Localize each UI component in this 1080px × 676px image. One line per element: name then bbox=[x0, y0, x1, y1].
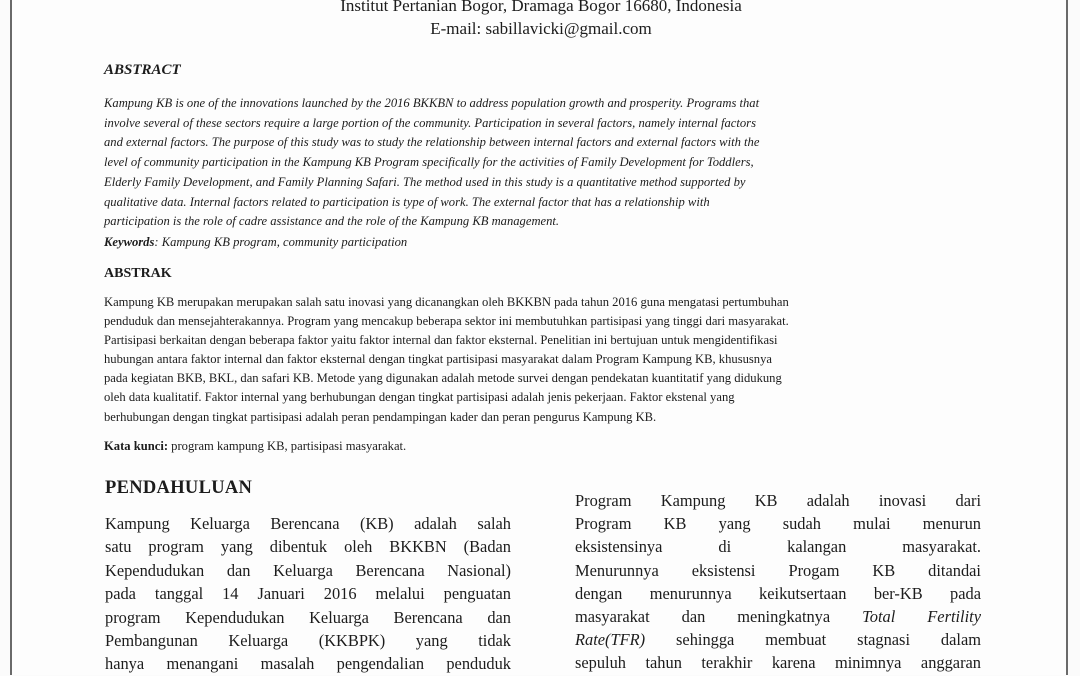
abstrak-line: pada kegiatan BKB, BKL, dan safari KB. Metode yang digunakan adalah metode survei dengan pendekatan kuantitatif yang didukung bbox=[104, 371, 782, 386]
left-column-line: satu program yang dibentuk oleh BKKBN (Badan bbox=[105, 537, 511, 557]
left-column-line: Pembangunan Keluarga (KKBPK) yang tidak bbox=[105, 631, 511, 651]
right-column-line: eksistensinya di kalangan masyarakat. bbox=[575, 537, 981, 557]
right-column-text: masyarakat dan meningkatnya bbox=[575, 607, 863, 627]
abstrak-line: Partisipasi berkaitan dengan beberapa faktor yaitu faktor internal dan faktor eksternal. Penelitian ini bertujuan untuk mengidentifikasi bbox=[104, 333, 778, 348]
right-column-line: Menurunnya eksistensi Progam KB ditandai bbox=[575, 560, 981, 580]
abstrak-body bbox=[104, 293, 980, 427]
abstrak-line: berhubungan dengan tingkat partisipasi adalah peran pendampingan kader dan peran pengurus Kampung KB. bbox=[104, 409, 657, 424]
abstract-line: participation is the role of cadre assistance and the role of the Kampung KB management. bbox=[104, 214, 560, 229]
left-column-line: program Kependudukan Keluarga Berencana dan bbox=[105, 607, 511, 627]
abstract-line: and external factors. The purpose of this study was to study the relationship between internal factors and external factors with the bbox=[104, 135, 760, 150]
right-column-line: sepuluh tahun terakhir karena minimnya anggaran bbox=[575, 653, 981, 673]
kata-kunci-text: program kampung KB, partisipasi masyarakat. bbox=[168, 439, 407, 453]
right-column-line: Program Kampung KB adalah inovasi dari bbox=[575, 491, 981, 510]
kata-kunci-label: Kata kunci: bbox=[104, 439, 169, 453]
right-column-line: dengan menurunnya keikutsertaan ber-KB pada bbox=[575, 583, 981, 603]
abstract-line: involve several of these sectors require a large portion of the community. Participation in several factors, namely internal factors bbox=[104, 115, 756, 130]
abstract-body bbox=[104, 94, 956, 232]
right-column bbox=[575, 489, 981, 675]
abstract-keywords bbox=[104, 235, 407, 250]
left-column-line: Kependudukan dan Keluarga Berencana Nasional) bbox=[105, 560, 511, 580]
right-column-line bbox=[575, 605, 981, 628]
abstrak-keywords bbox=[104, 439, 406, 454]
left-column-line: Kampung Keluarga Berencana (KB) adalah salah bbox=[105, 514, 511, 533]
italic-term: Rate(TFR) bbox=[575, 630, 646, 650]
right-column-text: sehingga membuat stagnasi dalam bbox=[645, 630, 981, 650]
italic-term: Total Fertility bbox=[862, 607, 981, 627]
keywords-label: Keywords bbox=[104, 235, 155, 249]
paper-page bbox=[10, 0, 1068, 675]
abstrak-line: Kampung KB merupakan merupakan salah satu inovasi yang dicanangkan oleh BKKBN pada tahun 2016 guna mengatasi pertumbuhan bbox=[104, 295, 789, 309]
abstrak-line: oleh data kualitatif. Faktor internal yang berhubungan dengan tingkat partisipasi adalah jenis pekerjaan. Faktor ekstenal yang bbox=[104, 390, 735, 405]
author-email: E-mail: sabillavicki@gmail.com bbox=[430, 19, 652, 38]
abstract-line: Elderly Family Development, and Family Planning Safari. The method used in this study is a quantitative method supported by bbox=[104, 174, 746, 189]
abstrak-heading: ABSTRAK bbox=[104, 266, 172, 281]
right-column-line: Program KB yang sudah mulai menurun bbox=[575, 514, 981, 534]
abstract-line: qualitative data. Internal factors related to participation is type of work. The external factor that has a relationship with bbox=[104, 194, 710, 209]
left-column-line: pada tanggal 14 Januari 2016 melalui penguatan bbox=[105, 584, 511, 604]
abstrak-line: hubungan antara faktor internal dan faktor eksternal dengan tingkat partisipasi masyarakat dalam Program Kampung KB, khususnya bbox=[104, 352, 772, 367]
abstract-heading: ABSTRACT bbox=[104, 62, 181, 78]
author-affiliation: Institut Pertanian Bogor, Dramaga Bogor 16680, Indonesia bbox=[340, 0, 742, 15]
right-column-line bbox=[575, 628, 981, 651]
left-column-line: hanya menangani masalah pengendalian penduduk bbox=[105, 654, 511, 674]
abstract-line: level of community participation in the Kampung KB Program specifically for the activities of Family Development for Toddlers, bbox=[104, 155, 754, 170]
section-heading: PENDAHULUAN bbox=[105, 478, 253, 498]
keywords-text: : Kampung KB program, community participation bbox=[154, 235, 408, 249]
abstract-line: Kampung KB is one of the innovations launched by the 2016 BKKBN to address population growth and prosperity. Programs that bbox=[104, 96, 760, 110]
left-column bbox=[105, 512, 511, 676]
abstrak-line: penduduk dan mensejahterakannya. Program yang mencakup beberapa sektor ini membutuhkan partisipasi yang tinggi dari masyarakat. bbox=[104, 314, 789, 329]
